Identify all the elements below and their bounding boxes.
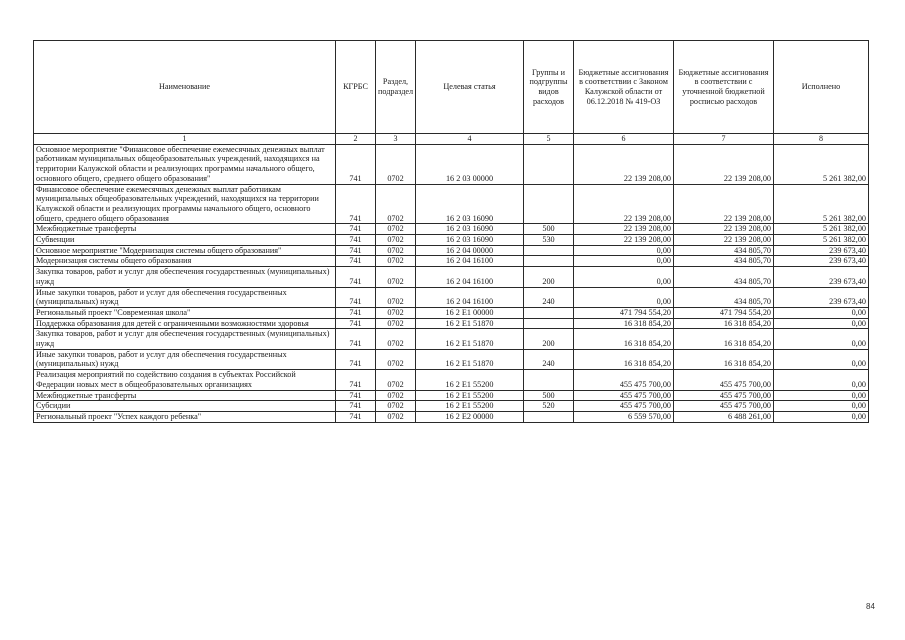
row-refined-amount: 22 139 208,00 [674,224,774,235]
row-executed-amount: 5 261 382,00 [774,184,869,224]
row-section: 0702 [376,401,416,412]
row-executed-amount: 239 673,40 [774,256,869,267]
row-refined-amount: 22 139 208,00 [674,184,774,224]
row-executed-amount: 0,00 [774,307,869,318]
table-row [34,184,869,224]
row-refined-amount: 455 475 700,00 [674,370,774,390]
row-executed-amount: 0,00 [774,349,869,369]
row-group [524,370,574,390]
row-kgrbs: 741 [336,329,376,349]
row-section: 0702 [376,184,416,224]
row-kgrbs: 741 [336,235,376,246]
table-row [34,245,869,256]
row-kgrbs: 741 [336,411,376,422]
row-section: 0702 [376,224,416,235]
row-group: 240 [524,287,574,307]
row-name: Субвенции [34,235,336,246]
row-section: 0702 [376,267,416,287]
row-executed-amount: 0,00 [774,329,869,349]
row-executed-amount: 5 261 382,00 [774,235,869,246]
row-refined-amount: 22 139 208,00 [674,144,774,184]
row-section: 0702 [376,411,416,422]
column-number: 1 [34,134,336,145]
row-section: 0702 [376,245,416,256]
row-refined-amount: 16 318 854,20 [674,329,774,349]
row-executed-amount: 239 673,40 [774,245,869,256]
row-target: 16 2 03 16090 [416,184,524,224]
row-law-amount: 455 475 700,00 [574,390,674,401]
row-executed-amount: 5 261 382,00 [774,144,869,184]
row-kgrbs: 741 [336,318,376,329]
header-executed: Исполнено [774,41,869,134]
row-group [524,256,574,267]
table-row [34,370,869,390]
row-target: 16 2 04 00000 [416,245,524,256]
row-name: Межбюджетные трансферты [34,224,336,235]
column-number: 6 [574,134,674,145]
row-section: 0702 [376,349,416,369]
row-name: Межбюджетные трансферты [34,390,336,401]
row-law-amount: 0,00 [574,245,674,256]
header-group: Группы и подгруппы видов расходов [524,41,574,134]
row-law-amount: 16 318 854,20 [574,349,674,369]
column-number: 3 [376,134,416,145]
table-row [34,307,869,318]
row-executed-amount: 0,00 [774,390,869,401]
row-law-amount: 6 559 570,00 [574,411,674,422]
row-target: 16 2 E1 55200 [416,401,524,412]
row-name: Поддержка образования для детей с ограниченными возможностями здоровья [34,318,336,329]
row-kgrbs: 741 [336,287,376,307]
row-law-amount: 455 475 700,00 [574,401,674,412]
header-refined: Бюджетные ассигнования в соответствии с уточненной бюджетной росписью расходов [674,41,774,134]
row-refined-amount: 434 805,70 [674,287,774,307]
row-name: Закупка товаров, работ и услуг для обеспечения государственных (муниципальных) нужд [34,329,336,349]
row-group: 200 [524,267,574,287]
row-kgrbs: 741 [336,307,376,318]
table-row [34,329,869,349]
row-group [524,184,574,224]
row-name: Основное мероприятие "Модернизация системы общего образования" [34,245,336,256]
row-target: 16 2 03 16090 [416,224,524,235]
row-executed-amount: 239 673,40 [774,287,869,307]
table-row [34,235,869,246]
row-target: 16 2 E1 51870 [416,349,524,369]
row-executed-amount: 239 673,40 [774,267,869,287]
row-group [524,307,574,318]
row-law-amount: 22 139 208,00 [574,184,674,224]
row-refined-amount: 434 805,70 [674,256,774,267]
row-refined-amount: 434 805,70 [674,245,774,256]
row-refined-amount: 6 488 261,00 [674,411,774,422]
header-name: Наименование [34,41,336,134]
row-kgrbs: 741 [336,267,376,287]
row-name: Финансовое обеспечение ежемесячных денежных выплат работникам муниципальных общеобразовательных учреждений, находящихся на территории Калужской области и реализующих программы начального общего, основного общего, среднего общего образования [34,184,336,224]
column-number: 4 [416,134,524,145]
row-group: 500 [524,390,574,401]
row-section: 0702 [376,307,416,318]
row-executed-amount: 0,00 [774,411,869,422]
header-row [34,41,869,134]
table-row [34,390,869,401]
row-target: 16 2 04 16100 [416,256,524,267]
row-name: Основное мероприятие "Финансовое обеспечение ежемесячных денежных выплат работникам муниципальных общеобразовательных учреждений, находящихся на территории Калужской области и реализующих программы начального общего, основного общего, среднего общего образования" [34,144,336,184]
row-group [524,144,574,184]
row-executed-amount: 0,00 [774,370,869,390]
row-kgrbs: 741 [336,144,376,184]
row-target: 16 2 03 16090 [416,235,524,246]
row-group [524,318,574,329]
table-row [34,401,869,412]
row-kgrbs: 741 [336,370,376,390]
table-body [34,144,869,422]
header-target: Целевая статья [416,41,524,134]
row-group: 530 [524,235,574,246]
row-section: 0702 [376,287,416,307]
row-section: 0702 [376,318,416,329]
row-target: 16 2 E1 51870 [416,318,524,329]
row-group: 500 [524,224,574,235]
row-law-amount: 16 318 854,20 [574,318,674,329]
row-kgrbs: 741 [336,184,376,224]
column-number: 7 [674,134,774,145]
row-executed-amount: 5 261 382,00 [774,224,869,235]
row-section: 0702 [376,390,416,401]
row-group [524,411,574,422]
table-row [34,287,869,307]
row-name: Региональный проект "Успех каждого ребенка" [34,411,336,422]
row-executed-amount: 0,00 [774,401,869,412]
row-target: 16 2 04 16100 [416,287,524,307]
row-target: 16 2 E1 55200 [416,370,524,390]
table-row [34,411,869,422]
row-name: Иные закупки товаров, работ и услуг для обеспечения государственных (муниципальных) нужд [34,349,336,369]
row-law-amount: 22 139 208,00 [574,235,674,246]
row-name: Реализация мероприятий по содействию создания в субъектах Российской Федерации новых мест в общеобразовательных организациях [34,370,336,390]
budget-table [33,40,869,423]
column-number: 5 [524,134,574,145]
row-group: 520 [524,401,574,412]
table-row [34,224,869,235]
row-target: 16 2 E1 51870 [416,329,524,349]
table-row [34,318,869,329]
row-target: 16 2 E2 00000 [416,411,524,422]
row-name: Закупка товаров, работ и услуг для обеспечения государственных (муниципальных) нужд [34,267,336,287]
table-row [34,349,869,369]
row-kgrbs: 741 [336,349,376,369]
row-law-amount: 22 139 208,00 [574,224,674,235]
column-number-row [34,134,869,145]
row-target: 16 2 E1 55200 [416,390,524,401]
row-name: Региональный проект "Современная школа" [34,307,336,318]
row-refined-amount: 22 139 208,00 [674,235,774,246]
row-target: 16 2 E1 00000 [416,307,524,318]
table-row [34,144,869,184]
header-kgrbs: КГРБС [336,41,376,134]
row-section: 0702 [376,370,416,390]
row-executed-amount: 0,00 [774,318,869,329]
row-refined-amount: 455 475 700,00 [674,390,774,401]
row-group: 240 [524,349,574,369]
row-kgrbs: 741 [336,401,376,412]
row-law-amount: 455 475 700,00 [574,370,674,390]
row-law-amount: 22 139 208,00 [574,144,674,184]
header-law: Бюджетные ассигнования в соответствии с Законом Калужской области от 06.12.2018 № 419-ОЗ [574,41,674,134]
row-name: Модернизация системы общего образования [34,256,336,267]
row-section: 0702 [376,329,416,349]
row-law-amount: 0,00 [574,256,674,267]
row-name: Субсидии [34,401,336,412]
row-kgrbs: 741 [336,390,376,401]
row-refined-amount: 455 475 700,00 [674,401,774,412]
table-row [34,256,869,267]
row-name: Иные закупки товаров, работ и услуг для обеспечения государственных (муниципальных) нужд [34,287,336,307]
row-group: 200 [524,329,574,349]
row-target: 16 2 03 00000 [416,144,524,184]
row-section: 0702 [376,256,416,267]
row-refined-amount: 16 318 854,20 [674,318,774,329]
row-law-amount: 471 794 554,20 [574,307,674,318]
row-refined-amount: 16 318 854,20 [674,349,774,369]
row-section: 0702 [376,144,416,184]
row-law-amount: 0,00 [574,267,674,287]
column-number: 2 [336,134,376,145]
page-number: 84 [866,602,875,611]
header-section: Раздел, подраздел [376,41,416,134]
row-group [524,245,574,256]
row-refined-amount: 471 794 554,20 [674,307,774,318]
row-refined-amount: 434 805,70 [674,267,774,287]
row-kgrbs: 741 [336,256,376,267]
row-target: 16 2 04 16100 [416,267,524,287]
row-kgrbs: 741 [336,224,376,235]
row-section: 0702 [376,235,416,246]
column-number: 8 [774,134,869,145]
table-row [34,267,869,287]
row-law-amount: 16 318 854,20 [574,329,674,349]
row-kgrbs: 741 [336,245,376,256]
row-law-amount: 0,00 [574,287,674,307]
